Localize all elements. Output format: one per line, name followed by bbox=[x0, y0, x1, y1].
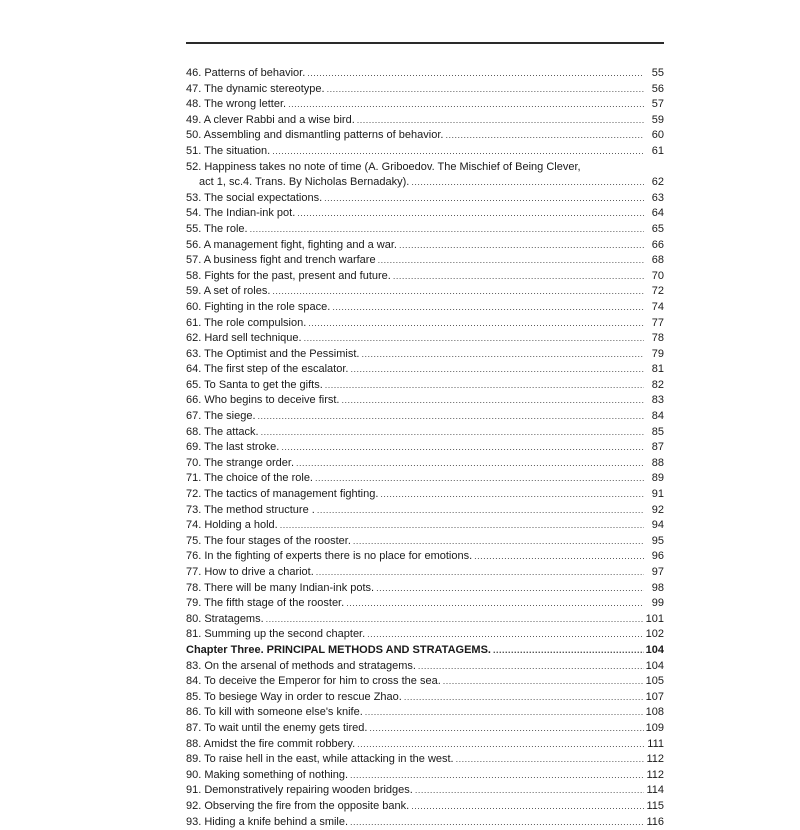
toc-entry-page: 79 bbox=[646, 347, 664, 363]
toc-leader-dots bbox=[307, 66, 644, 82]
toc-entry-page: 64 bbox=[646, 206, 664, 222]
toc-entry-page: 57 bbox=[646, 97, 664, 113]
toc-entry bbox=[186, 269, 664, 285]
toc-entry-page: 89 bbox=[646, 471, 664, 487]
toc-entry bbox=[186, 440, 664, 456]
toc-entry bbox=[186, 518, 664, 534]
toc-entry-page: 112 bbox=[646, 768, 664, 784]
toc-entry-title: 48. The wrong letter. bbox=[186, 97, 286, 113]
toc-entry bbox=[186, 737, 664, 753]
toc-leader-dots bbox=[250, 222, 644, 238]
toc-entry-title: 87. To wait until the enemy gets tired. bbox=[186, 721, 367, 737]
toc-entry-title: 55. The role. bbox=[186, 222, 248, 238]
toc-entry-title: 59. A set of roles. bbox=[186, 284, 270, 300]
toc-entry bbox=[186, 799, 664, 815]
toc-entry-title: 83. On the arsenal of methods and stratagems. bbox=[186, 659, 416, 675]
toc-entry-title: 70. The strange order. bbox=[186, 456, 294, 472]
toc-entry-title: 49. A clever Rabbi and a wise bird. bbox=[186, 113, 355, 129]
toc-entry bbox=[186, 674, 664, 690]
toc-leader-dots bbox=[378, 253, 644, 269]
toc-leader-dots bbox=[367, 627, 643, 643]
toc-entry-title: 86. To kill with someone else's knife. bbox=[186, 705, 363, 721]
toc-leader-dots bbox=[325, 378, 644, 394]
toc-entry bbox=[186, 191, 664, 207]
toc-entry-page: 104 bbox=[646, 643, 664, 659]
toc-entry-continuation bbox=[186, 175, 664, 191]
toc-entry-title: 56. A management fight, fighting and a war. bbox=[186, 238, 397, 254]
toc-leader-dots bbox=[304, 331, 644, 347]
toc-entry-title: 92. Observing the fire from the opposite bank. bbox=[186, 799, 409, 815]
toc-entry-title: 63. The Optimist and the Pessimist. bbox=[186, 347, 359, 363]
toc-entry bbox=[186, 378, 664, 394]
toc-leader-dots bbox=[297, 206, 644, 222]
toc-entry-title: 79. The fifth stage of the rooster. bbox=[186, 596, 344, 612]
toc-entry bbox=[186, 581, 664, 597]
header-rule bbox=[186, 42, 664, 44]
toc-entry-page: 74 bbox=[646, 300, 664, 316]
toc-entry-title: 62. Hard sell technique. bbox=[186, 331, 302, 347]
toc-entry-title: 77. How to drive a chariot. bbox=[186, 565, 314, 581]
toc-entry-page: 98 bbox=[646, 581, 664, 597]
toc-entry bbox=[186, 565, 664, 581]
toc-entry bbox=[186, 721, 664, 737]
toc-entry bbox=[186, 534, 664, 550]
toc-entry bbox=[186, 97, 664, 113]
toc-leader-dots bbox=[456, 752, 644, 768]
toc-entry-title: act 1, sc.4. Trans. By Nicholas Bernadaky). bbox=[199, 175, 409, 191]
toc-leader-dots bbox=[361, 347, 644, 363]
toc-entry bbox=[186, 690, 664, 706]
toc-entry bbox=[186, 549, 664, 565]
toc-entry-page: 97 bbox=[646, 565, 664, 581]
toc-leader-dots bbox=[357, 737, 644, 753]
toc-leader-dots bbox=[332, 300, 644, 316]
toc-entry bbox=[186, 705, 664, 721]
toc-entry-page: 92 bbox=[646, 503, 664, 519]
toc-entry bbox=[186, 144, 664, 160]
toc-entry-page: 115 bbox=[646, 799, 664, 815]
toc-entry-page: 95 bbox=[646, 534, 664, 550]
toc-entry-title: 81. Summing up the second chapter. bbox=[186, 627, 365, 643]
toc-leader-dots bbox=[317, 503, 644, 519]
toc-entry-page: 78 bbox=[646, 331, 664, 347]
toc-entry-page: 88 bbox=[646, 456, 664, 472]
toc-entry-page: 83 bbox=[646, 393, 664, 409]
toc-entry-title: 73. The method structure . bbox=[186, 503, 315, 519]
toc-entry-title: 46. Patterns of behavior. bbox=[186, 66, 305, 82]
toc-entry-title: 72. The tactics of management fighting. bbox=[186, 487, 378, 503]
toc-entry bbox=[186, 487, 664, 503]
toc-leader-dots bbox=[369, 721, 643, 737]
toc-leader-dots bbox=[341, 393, 644, 409]
toc-entry-title: 85. To besiege Way in order to rescue Zhao. bbox=[186, 690, 402, 706]
toc-entry bbox=[186, 316, 664, 332]
toc-entry-title: 57. A business fight and trench warfare bbox=[186, 253, 376, 269]
toc-leader-dots bbox=[445, 128, 644, 144]
toc-entry-page: 62 bbox=[646, 175, 664, 191]
toc-entry-page: 81 bbox=[646, 362, 664, 378]
toc-leader-dots bbox=[266, 612, 644, 628]
toc-entry-title: 50. Assembling and dismantling patterns of behavior. bbox=[186, 128, 443, 144]
toc-leader-dots bbox=[261, 425, 644, 441]
toc-leader-dots bbox=[315, 471, 644, 487]
toc-entry-page: 96 bbox=[646, 549, 664, 565]
toc-entry-title: 47. The dynamic stereotype. bbox=[186, 82, 325, 98]
toc-entry-page: 116 bbox=[646, 815, 664, 830]
toc-entry-title: 66. Who begins to deceive first. bbox=[186, 393, 339, 409]
toc-leader-dots bbox=[411, 175, 644, 191]
toc-leader-dots bbox=[404, 690, 644, 706]
table-of-contents bbox=[186, 66, 664, 830]
toc-entry-page: 107 bbox=[646, 690, 664, 706]
toc-entry bbox=[186, 253, 664, 269]
toc-entry bbox=[186, 471, 664, 487]
toc-entry bbox=[186, 659, 664, 675]
toc-entry-title: 80. Stratagems. bbox=[186, 612, 264, 628]
toc-leader-dots bbox=[272, 144, 644, 160]
toc-leader-dots bbox=[365, 705, 644, 721]
toc-chapter-heading bbox=[186, 643, 664, 659]
toc-entry-title: 53. The social expectations. bbox=[186, 191, 322, 207]
toc-entry-page: 101 bbox=[646, 612, 664, 628]
toc-entry-title: 54. The Indian-ink pot. bbox=[186, 206, 295, 222]
toc-entry bbox=[186, 456, 664, 472]
toc-entry bbox=[186, 284, 664, 300]
toc-leader-dots bbox=[324, 191, 644, 207]
toc-leader-dots bbox=[353, 534, 644, 550]
toc-entry-title: 89. To raise hell in the east, while attacking in the west. bbox=[186, 752, 454, 768]
toc-leader-dots bbox=[350, 362, 644, 378]
toc-leader-dots bbox=[316, 565, 644, 581]
toc-leader-dots bbox=[380, 487, 644, 503]
toc-entry-title: 61. The role compulsion. bbox=[186, 316, 306, 332]
toc-entry bbox=[186, 113, 664, 129]
toc-entry-page: 111 bbox=[646, 737, 664, 753]
toc-entry-page: 114 bbox=[646, 783, 664, 799]
toc-entry bbox=[186, 425, 664, 441]
toc-entry bbox=[186, 206, 664, 222]
toc-leader-dots bbox=[346, 596, 644, 612]
toc-entry-page: 60 bbox=[646, 128, 664, 144]
toc-entry-page: 102 bbox=[646, 627, 664, 643]
toc-entry bbox=[186, 612, 664, 628]
toc-entry bbox=[186, 347, 664, 363]
toc-leader-dots bbox=[418, 659, 644, 675]
toc-entry-title: 67. The siege. bbox=[186, 409, 256, 425]
toc-entry-title: 58. Fights for the past, present and future. bbox=[186, 269, 391, 285]
toc-leader-dots bbox=[474, 549, 644, 565]
toc-entry-page: 55 bbox=[646, 66, 664, 82]
toc-entry-title: 51. The situation. bbox=[186, 144, 270, 160]
toc-entry bbox=[186, 128, 664, 144]
toc-leader-dots bbox=[308, 316, 644, 332]
toc-leader-dots bbox=[296, 456, 644, 472]
toc-entry-title: 90. Making something of nothing. bbox=[186, 768, 348, 784]
toc-entry bbox=[186, 815, 664, 830]
toc-leader-dots bbox=[411, 799, 644, 815]
toc-leader-dots bbox=[393, 269, 644, 285]
toc-leader-dots bbox=[288, 97, 644, 113]
toc-entry-page: 87 bbox=[646, 440, 664, 456]
toc-entry-title: 76. In the fighting of experts there is no place for emotions. bbox=[186, 549, 472, 565]
toc-entry-title: 71. The choice of the role. bbox=[186, 471, 313, 487]
toc-entry-page: 82 bbox=[646, 378, 664, 394]
toc-leader-dots bbox=[280, 518, 644, 534]
toc-entry bbox=[186, 752, 664, 768]
toc-entry bbox=[186, 300, 664, 316]
toc-entry-page: 66 bbox=[646, 238, 664, 254]
toc-entry-page: 61 bbox=[646, 144, 664, 160]
toc-entry bbox=[186, 393, 664, 409]
toc-leader-dots bbox=[281, 440, 644, 456]
toc-leader-dots bbox=[258, 409, 644, 425]
toc-leader-dots bbox=[493, 643, 644, 659]
toc-leader-dots bbox=[272, 284, 644, 300]
toc-leader-dots bbox=[350, 768, 644, 784]
toc-entry-title: 91. Demonstratively repairing wooden bridges. bbox=[186, 783, 413, 799]
toc-entry bbox=[186, 768, 664, 784]
toc-leader-dots bbox=[376, 581, 644, 597]
toc-leader-dots bbox=[357, 113, 644, 129]
toc-entry bbox=[186, 503, 664, 519]
toc-entry bbox=[186, 783, 664, 799]
toc-entry-page: 84 bbox=[646, 409, 664, 425]
toc-leader-dots bbox=[415, 783, 644, 799]
toc-entry-page: 65 bbox=[646, 222, 664, 238]
toc-entry bbox=[186, 362, 664, 378]
toc-entry bbox=[186, 627, 664, 643]
toc-chapter-title: Chapter Three. PRINCIPAL METHODS AND STRATAGEMS. bbox=[186, 643, 491, 659]
toc-entry-title: 60. Fighting in the role space. bbox=[186, 300, 330, 316]
toc-entry-page: 108 bbox=[646, 705, 664, 721]
toc-entry-title: 74. Holding a hold. bbox=[186, 518, 278, 534]
toc-entry bbox=[186, 66, 664, 82]
toc-entry bbox=[186, 222, 664, 238]
toc-entry bbox=[186, 596, 664, 612]
toc-entry-page: 68 bbox=[646, 253, 664, 269]
toc-entry-page: 85 bbox=[646, 425, 664, 441]
toc-entry-page: 105 bbox=[646, 674, 664, 690]
toc-entry-title: 68. The attack. bbox=[186, 425, 259, 441]
toc-entry bbox=[186, 409, 664, 425]
toc-entry-first-line bbox=[186, 160, 664, 176]
toc-entry-page: 91 bbox=[646, 487, 664, 503]
toc-entry-page: 104 bbox=[646, 659, 664, 675]
toc-entry-title: 84. To deceive the Emperor for him to cross the sea. bbox=[186, 674, 441, 690]
toc-entry-page: 70 bbox=[646, 269, 664, 285]
toc-entry-page: 94 bbox=[646, 518, 664, 534]
toc-entry-title: 93. Hiding a knife behind a smile. bbox=[186, 815, 348, 830]
toc-entry-page: 63 bbox=[646, 191, 664, 207]
toc-entry-page: 99 bbox=[646, 596, 664, 612]
toc-entry-page: 112 bbox=[646, 752, 664, 768]
toc-entry-title: 88. Amidst the fire commit robbery. bbox=[186, 737, 355, 753]
toc-entry bbox=[186, 82, 664, 98]
toc-leader-dots bbox=[399, 238, 644, 254]
toc-entry-title: 69. The last stroke. bbox=[186, 440, 279, 456]
toc-leader-dots bbox=[327, 82, 644, 98]
toc-entry-title: 52. Happiness takes no note of time (A. Griboedov. The Mischief of Being Clever, bbox=[186, 160, 581, 176]
toc-leader-dots bbox=[443, 674, 644, 690]
toc-entry-page: 77 bbox=[646, 316, 664, 332]
toc-entry-page: 59 bbox=[646, 113, 664, 129]
toc-leader-dots bbox=[350, 815, 644, 830]
toc-entry bbox=[186, 238, 664, 254]
toc-entry-title: 64. The first step of the escalator. bbox=[186, 362, 348, 378]
toc-entry-title: 78. There will be many Indian-ink pots. bbox=[186, 581, 374, 597]
toc-entry-title: 65. To Santa to get the gifts. bbox=[186, 378, 323, 394]
toc-entry-title: 75. The four stages of the rooster. bbox=[186, 534, 351, 550]
toc-entry-page: 72 bbox=[646, 284, 664, 300]
toc-entry-page: 109 bbox=[646, 721, 664, 737]
toc-entry-page: 56 bbox=[646, 82, 664, 98]
toc-entry bbox=[186, 331, 664, 347]
